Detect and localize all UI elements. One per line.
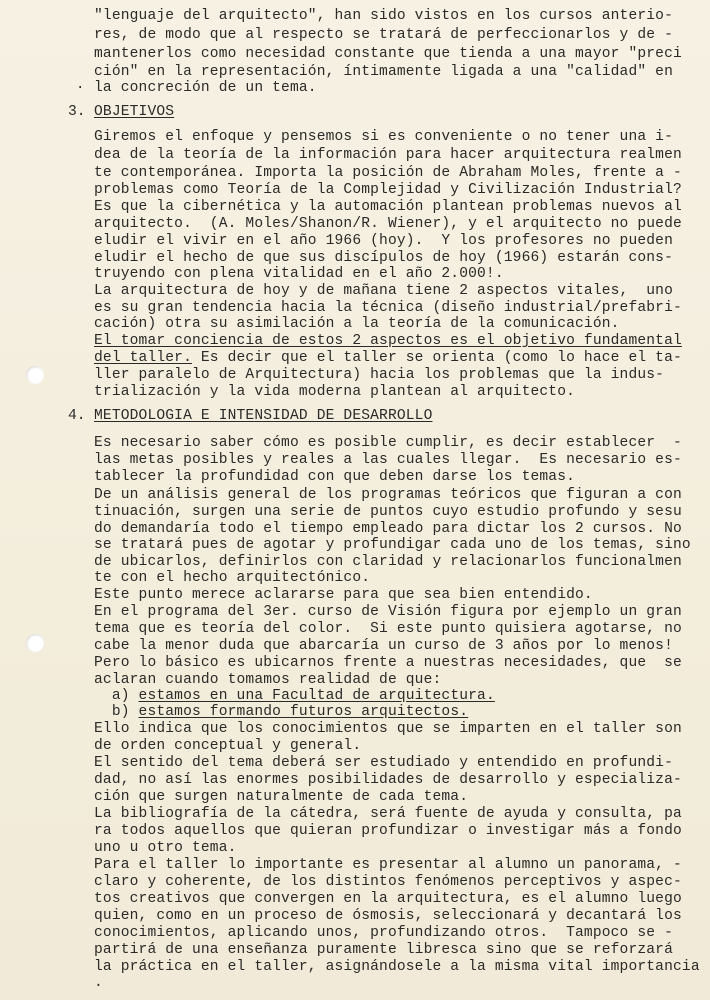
body-line: uno u otro tema.: [94, 840, 237, 856]
binder-hole-lower: [26, 634, 44, 652]
intro-line: "lenguaje del arquitecto", han sido vistos en los cursos anterio-: [94, 8, 673, 24]
intro-line: mantenerlos como necesidad constante que tienda a una mayor "preci: [94, 46, 682, 62]
body-line: [94, 350, 682, 367]
body-line: do demandaría todo el tiempo empleado para dictar los 2 cursos. No: [94, 521, 682, 537]
body-line: ra todos aquellos que quieran profundizar o investigar más a fondo: [94, 823, 682, 839]
body-line: .: [94, 975, 103, 991]
body-line: problemas como Teoría de la Complejidad y Civilización Industrial?: [94, 182, 682, 198]
body-line: eludir el hecho de que sus discípulos de hoy (1966) estarán cons-: [94, 250, 673, 266]
body-line: se tratará pues de agotar y profundigar cada uno de los temas, sino: [94, 537, 691, 553]
body-line: partirá de una enseñanza puramente libresca sino que se reforzará: [94, 942, 673, 958]
body-line: Giremos el enfoque y pensemos si es conveniente o no tener una i-: [94, 129, 673, 145]
body-line: La arquitectura de hoy y de mañana tiene 2 aspectos vitales, uno: [94, 283, 673, 299]
body-line: las metas posibles y reales a las cuales llegar. Es necesario es-: [94, 452, 682, 468]
intro-line: res, de modo que al respecto se tratará de perfeccionarlos y de -: [94, 27, 673, 43]
body-line: conocimientos, aplicando unos, profundizando otros. Tampoco se -: [94, 925, 673, 941]
body-line: eludir el vivir en el año 1966 (hoy). Y los profesores no pueden: [94, 233, 673, 249]
body-line: dad, no así las enormes posibilidades de desarrollo y especializa-: [94, 772, 682, 788]
section-4-heading: METODOLOGIA E INTENSIDAD DE DESARROLLO: [94, 408, 433, 424]
body-line: quien, como en un proceso de ósmosis, seleccionará y decantará los: [94, 908, 682, 924]
body-line: Pero lo básico es ubicarnos frente a nuestras necesidades, que se: [94, 655, 682, 671]
objective-statement-end: del taller.: [94, 350, 192, 366]
body-line: claro y coherente, de los distintos fenómenos perceptivos y aspec-: [94, 874, 682, 890]
body-line: ción que surgen naturalmente de cada tema.: [94, 789, 469, 805]
objective-statement: El tomar conciencia de estos 2 aspectos es el objetivo fundamental: [94, 333, 682, 349]
section-3-heading: OBJETIVOS: [94, 104, 175, 120]
body-line: La bibliografía de la cátedra, será fuente de ayuda y consulta, pa: [94, 806, 682, 822]
body-line: Ello indica que los conocimientos que se imparten en el taller son: [94, 721, 682, 737]
body-line: es su gran tendencia hacia la técnica (diseño industrial/prefabri-: [94, 300, 682, 316]
intro-line: ción" en la representación, íntimamente ligada a una "calidad" en: [94, 64, 673, 80]
list-item-b-marker: b): [94, 704, 139, 720]
section-4-number: 4.: [68, 408, 86, 424]
list-item-b-text: estamos formando futuros arquitectos.: [138, 704, 469, 720]
margin-mark: .: [76, 77, 85, 93]
body-line-continuation: Es decir que el taller se orienta (como lo hace el ta-: [191, 350, 682, 366]
body-line: te contemporánea. Importa la posición de Abraham Moles, frente a -: [94, 165, 682, 181]
binder-hole-upper: [26, 366, 44, 384]
body-line: tablecer la profundidad con que deben darse los temas.: [94, 469, 576, 485]
body-line: De un análisis general de los programas teóricos que figuran a con: [94, 487, 682, 503]
list-item-a-marker: a): [94, 688, 139, 704]
body-line: de orden conceptual y general.: [94, 738, 362, 754]
body-line: cación) otra su asimilación a la teoría de la comunicación.: [94, 316, 620, 332]
list-item-b: [94, 704, 468, 721]
body-line: tos creativos que convergen en la arquitectura, es el alumno luego: [94, 891, 682, 907]
section-3-number: 3.: [68, 104, 86, 120]
body-line: trialización y la vida moderna plantean al arquitecto.: [94, 384, 576, 400]
body-line: te con el hecho arquitectónico.: [94, 570, 371, 586]
list-item-a-text: estamos en una Facultad de arquitectura.: [138, 688, 495, 704]
body-line: la práctica en el taller, asignándosele a la misma vital importancia: [94, 959, 700, 975]
intro-line: la concreción de un tema.: [94, 80, 317, 96]
body-line: aclaran cuando tomamos realidad de que:: [94, 672, 442, 688]
body-line: Para el taller lo importante es presentar al alumno un panorama, -: [94, 857, 682, 873]
body-line: truyendo con plena vitalidad en el año 2.000!.: [94, 266, 504, 282]
body-line: tema que es teoría del color. Si este punto quisiera agotarse, no: [94, 621, 682, 637]
body-line: Es necesario saber cómo es posible cumplir, es decir establecer -: [94, 435, 682, 451]
body-line: arquitecto. (A. Moles/Shanon/R. Wiener), y el arquitecto no puede: [94, 216, 682, 232]
body-line: Este punto merece aclararse para que sea bien entendido.: [94, 587, 593, 603]
body-line: cabe la menor duda que abarcaría un curso de 3 años por lo menos!: [94, 638, 673, 654]
body-line: Es que la cibernética y la automación plantean problemas nuevos al: [94, 199, 682, 215]
list-item-a: [94, 688, 495, 705]
body-line: ller paralelo de Arquitectura) hacia los problemas que la indus-: [94, 367, 665, 383]
body-line: En el programa del 3er. curso de Visión figura por ejemplo un gran: [94, 604, 682, 620]
body-line: tinuación, surgen una serie de puntos cuyo estudio profundo y sesu: [94, 504, 682, 520]
body-line: dea de la teoría de la información para hacer arquitectura realmen: [94, 147, 682, 163]
body-line: de ubicarlos, definirlos con claridad y relacionarlos funcionalmen: [94, 554, 682, 570]
body-line: El sentido del tema deberá ser estudiado y entendido en profundi-: [94, 755, 673, 771]
